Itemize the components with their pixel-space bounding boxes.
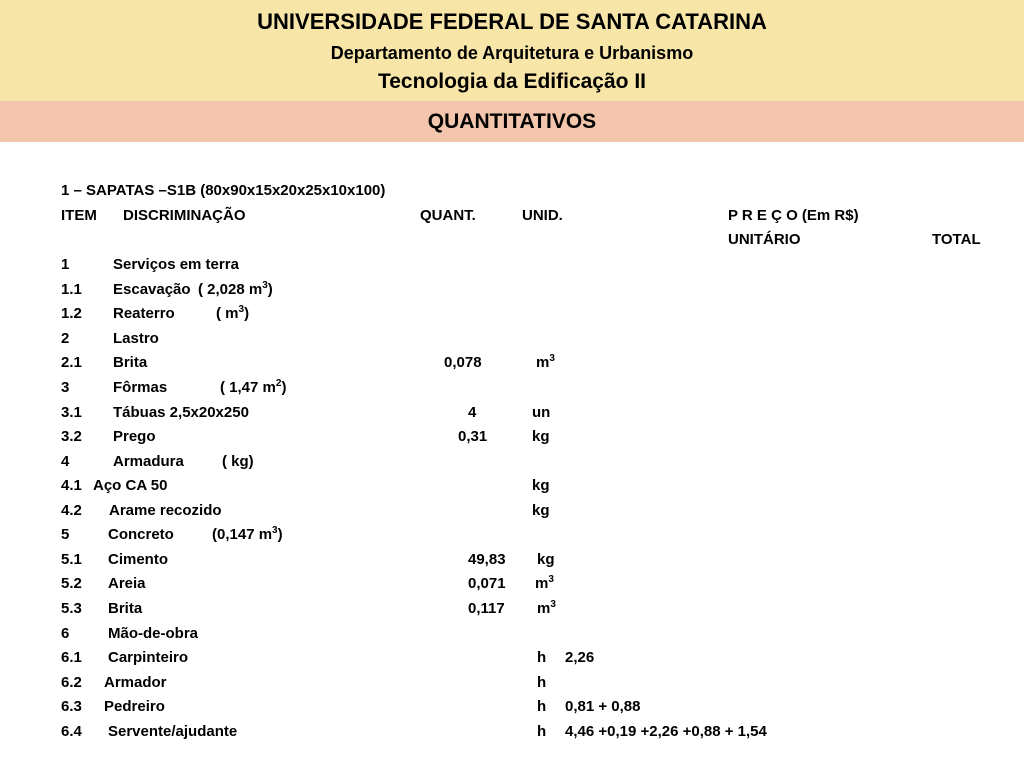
row-description-quantity [216, 305, 249, 323]
row-description-quantity [212, 526, 283, 544]
row-unit [537, 649, 546, 667]
table-row [0, 600, 1024, 624]
row-unit [537, 551, 555, 569]
row-quantity: 0,31 [458, 428, 488, 445]
row-quantity: 0,117 [468, 600, 505, 617]
row-description-quantity [222, 453, 254, 471]
table-row [0, 502, 1024, 526]
row-unit-value: m [537, 600, 551, 617]
row-item-number: 5.3 [61, 600, 82, 617]
row-description-close: ) [267, 281, 273, 298]
col-header-quant: QUANT. [420, 207, 476, 224]
table-row [0, 453, 1024, 477]
row-description: Brita [108, 600, 143, 617]
table-row [0, 526, 1024, 550]
row-description-close: ) [281, 379, 287, 396]
table-row [0, 305, 1024, 329]
row-unit-value: kg [532, 502, 550, 519]
row-unit-price: 0,81 + 0,88 [565, 698, 641, 715]
row-item-number: 5 [61, 526, 70, 543]
row-description-quantity-value: ( kg) [222, 453, 254, 470]
row-unit-value: m [535, 575, 549, 592]
row-unit-exponent: 3 [550, 599, 556, 610]
row-item-number: 5.1 [61, 551, 82, 568]
row-unit-value: h [537, 698, 547, 715]
row-item-number: 4 [61, 453, 70, 470]
row-description-close: ) [244, 305, 250, 322]
row-description: Arame recozido [109, 502, 222, 519]
row-description-quantity-value: ( m [216, 305, 239, 322]
section-band [0, 101, 1024, 142]
row-description: Servente/ajudante [108, 723, 238, 740]
row-description: Tábuas 2,5x20x250 [113, 404, 249, 421]
row-item-number: 6.4 [61, 723, 82, 740]
table-row [0, 404, 1024, 428]
row-item-number: 1.2 [61, 305, 82, 322]
row-description: Armador [104, 674, 167, 691]
row-item-number: 3.2 [61, 428, 82, 445]
row-item-number: 6.1 [61, 649, 82, 666]
row-description: Areia [108, 575, 146, 592]
table-row [0, 551, 1024, 575]
col-header-unit-price: UNITÁRIO [728, 231, 801, 248]
table-row [0, 330, 1024, 354]
table-row [0, 698, 1024, 722]
row-item-number: 5.2 [61, 575, 82, 592]
col-header-price: P R E Ç O (Em R$) [728, 207, 859, 224]
row-description-unit-exponent: 3 [238, 304, 245, 315]
table-row [0, 379, 1024, 403]
slide-header [0, 0, 1024, 101]
row-description: Escavação [113, 281, 191, 298]
row-description-close: ) [277, 526, 283, 543]
row-description: Armadura [113, 453, 184, 470]
row-unit-value: h [537, 674, 547, 691]
section-title: QUANTITATIVOS [427, 110, 597, 133]
row-description: Brita [113, 354, 148, 371]
row-unit [537, 698, 546, 716]
row-item-number: 4.1 [61, 477, 82, 494]
row-quantity: 0,078 [444, 354, 482, 371]
row-unit-exponent: 3 [549, 353, 555, 364]
table-row [0, 256, 1024, 280]
row-unit-value: h [537, 723, 547, 740]
table-row [0, 723, 1024, 747]
table-row [0, 649, 1024, 673]
row-unit [535, 575, 554, 593]
row-item-number: 2.1 [61, 354, 82, 371]
row-description-unit-exponent: 3 [272, 525, 278, 536]
row-description-unit-exponent: 3 [262, 280, 268, 291]
row-unit-value: kg [532, 477, 550, 494]
row-description: Mão-de-obra [108, 625, 198, 642]
row-description-quantity-value: ( 2,028 m [198, 281, 263, 298]
table-row [0, 674, 1024, 698]
row-description-quantity [220, 379, 286, 397]
table-row [0, 625, 1024, 649]
row-description-unit-exponent: 2 [275, 378, 282, 389]
row-unit-value: un [532, 404, 551, 421]
col-header-total: TOTAL [932, 231, 981, 248]
row-unit [536, 354, 555, 372]
row-item-number: 2 [61, 330, 70, 347]
row-unit-exponent: 3 [548, 574, 554, 585]
row-quantity: 49,83 [468, 551, 506, 568]
row-description: Pedreiro [104, 698, 165, 715]
row-unit [537, 674, 546, 692]
row-item-number: 6.3 [61, 698, 82, 715]
row-description-quantity [198, 281, 273, 299]
row-description: Reaterro [113, 305, 175, 322]
row-description-quantity-value: ( 1,47 m [220, 379, 276, 396]
department-subtitle: Departamento de Arquitetura e Urbanismo [330, 43, 694, 63]
row-unit [532, 404, 550, 422]
row-description: Serviços em terra [113, 256, 239, 273]
row-description: Prego [113, 428, 156, 445]
row-item-number: 3.1 [61, 404, 82, 421]
row-item-number: 1 [61, 256, 70, 273]
row-item-number: 6.2 [61, 674, 82, 691]
row-unit-value: m [536, 354, 550, 371]
row-quantity: 0,071 [468, 575, 506, 592]
row-unit [532, 502, 550, 520]
university-title: UNIVERSIDADE FEDERAL DE SANTA CATARINA [257, 9, 767, 34]
row-item-number: 1.1 [61, 281, 82, 298]
row-description: Fôrmas [113, 379, 168, 396]
row-description-quantity-value: (0,147 m [212, 526, 273, 543]
sheet-heading: 1 – SAPATAS –S1B (80x90x15x20x25x10x100) [61, 182, 386, 199]
row-item-number: 6 [61, 625, 70, 642]
row-unit-value: kg [532, 428, 550, 445]
row-unit-value: kg [537, 551, 555, 568]
course-title: Tecnologia da Edificação II [377, 70, 646, 93]
row-item-number: 3 [61, 379, 70, 396]
row-item-number: 4.2 [61, 502, 82, 519]
row-unit-value: h [537, 649, 547, 666]
table-row [0, 354, 1024, 378]
row-unit-price: 4,46 +0,19 +2,26 +0,88 + 1,54 [565, 723, 767, 740]
col-header-discrimination: DISCRIMINAÇÃO [123, 207, 246, 224]
row-unit [537, 600, 556, 618]
col-header-unid: UNID. [522, 207, 563, 224]
row-unit [532, 477, 550, 495]
row-quantity: 4 [468, 404, 477, 421]
row-description: Aço CA 50 [93, 477, 168, 494]
row-description: Carpinteiro [108, 649, 189, 666]
row-description: Cimento [108, 551, 168, 568]
row-unit [537, 723, 546, 741]
col-header-item: ITEM [61, 207, 97, 224]
row-unit-price: 2,26 [565, 649, 595, 666]
row-unit [532, 428, 550, 446]
row-description: Concreto [108, 526, 174, 543]
table-row [0, 477, 1024, 501]
table-row [0, 575, 1024, 599]
table-row [0, 281, 1024, 305]
row-description: Lastro [113, 330, 159, 347]
table-row [0, 428, 1024, 452]
